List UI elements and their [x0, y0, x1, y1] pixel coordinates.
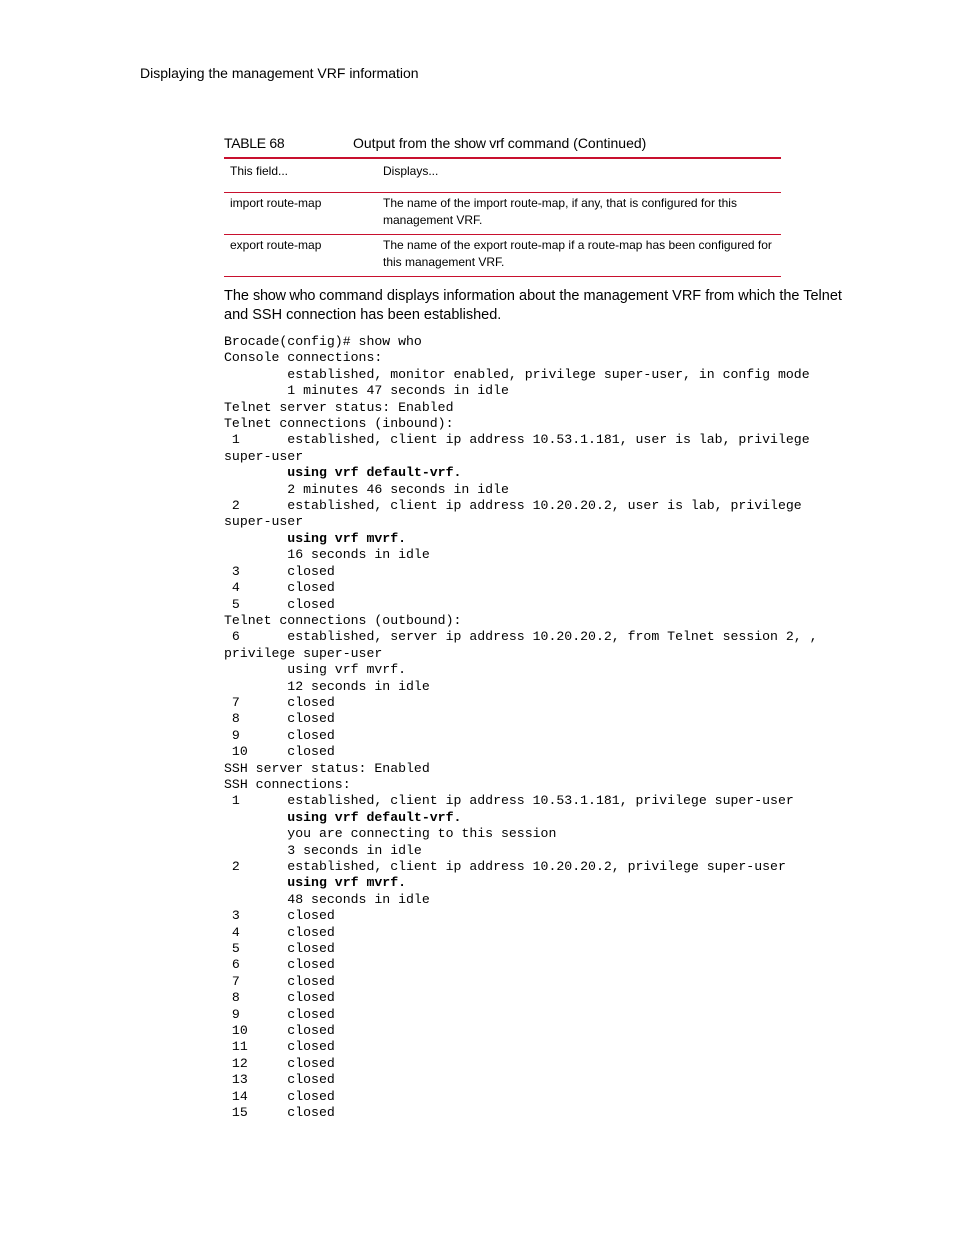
cli-line: 10 closed: [224, 744, 335, 760]
cli-line: using vrf mvrf.: [224, 530, 407, 546]
table-title: [353, 135, 646, 151]
cli-line: 5 closed: [224, 941, 335, 957]
table-row: [224, 193, 781, 235]
cli-line: using vrf mvrf.: [224, 662, 407, 678]
cli-line: 12 closed: [224, 1055, 335, 1071]
column-header-displays: Displays...: [383, 164, 439, 178]
cli-line: 15 closed: [224, 1105, 335, 1121]
cli-line: Telnet server status: Enabled: [224, 399, 454, 415]
cli-line: 4 closed: [224, 580, 335, 596]
cli-line: 10 closed: [224, 1023, 335, 1039]
running-head: Displaying the management VRF information: [140, 65, 419, 81]
column-header-field: This field...: [230, 164, 289, 178]
cli-line: 3 closed: [224, 563, 335, 579]
field-description: The name of the export route-map if a route-map has been configured for this management VRF.: [383, 238, 772, 269]
cli-line: 9 closed: [224, 1006, 335, 1022]
cli-line: 14 closed: [224, 1088, 335, 1104]
cli-line: Telnet connections (inbound):: [224, 416, 454, 432]
intro-paragraph: [224, 287, 864, 325]
table-number: TABLE 68: [224, 135, 285, 151]
cli-line: super-user: [224, 514, 304, 530]
cli-line: 8 closed: [224, 990, 335, 1006]
field-description: The name of the import route-map, if any, that is configured for this management VRF.: [383, 196, 737, 227]
cli-line: 2 established, client ip address 10.20.20.2, privilege super-user: [224, 859, 786, 874]
cli-line: 6 established, server ip address 10.20.20.2, from Telnet session 2, ,: [224, 629, 818, 645]
cli-line: super-user: [224, 448, 304, 464]
table-title-suffix: command (Continued): [503, 135, 647, 151]
intro-prefix: The: [224, 288, 254, 304]
cli-line: 1 established, client ip address 10.53.1.181, user is lab, privilege: [224, 432, 810, 448]
table-header-row: [224, 158, 781, 193]
cli-line: Console connections:: [224, 350, 383, 366]
table-title-command: show vrf: [454, 135, 504, 151]
cli-line: 1 established, client ip address 10.53.1.181, privilege super-user: [224, 793, 794, 809]
cli-line: 13 closed: [224, 1072, 335, 1088]
cli-line: 16 seconds in idle: [224, 547, 430, 563]
cli-line: using vrf mvrf.: [224, 875, 407, 891]
cli-line: 48 seconds in idle: [224, 891, 430, 907]
cli-line: using vrf default-vrf.: [224, 465, 462, 481]
cli-line: you are connecting to this session: [224, 826, 557, 842]
cli-line: 6 closed: [224, 957, 335, 973]
table-row: [224, 235, 781, 277]
cli-line: using vrf default-vrf.: [224, 809, 462, 825]
field-name: import route-map: [230, 196, 322, 210]
cli-line: 4 closed: [224, 924, 335, 940]
cli-line: 2 established, client ip address 10.20.20.2, user is lab, privilege: [224, 498, 802, 514]
cli-line: Telnet connections (outbound):: [224, 612, 462, 628]
fields-table: [224, 157, 781, 277]
cli-line: privilege super-user: [224, 645, 383, 661]
intro-suffix: command displays information about the management VRF from which the Telnet and SSH connection has been established.: [224, 288, 842, 323]
cli-line: established, monitor enabled, privilege super-user, in config mode: [224, 366, 810, 382]
cli-line: 8 closed: [224, 711, 335, 727]
cli-line: 3 seconds in idle: [224, 842, 422, 858]
cli-line: 3 closed: [224, 908, 335, 924]
field-name: export route-map: [230, 238, 322, 252]
table-caption: [224, 135, 781, 157]
table-title-prefix: Output from the: [353, 135, 455, 151]
cli-line: 5 closed: [224, 596, 335, 612]
cli-line: 7 closed: [224, 694, 335, 710]
cli-line: 11 closed: [224, 1039, 335, 1055]
cli-line: 7 closed: [224, 973, 335, 989]
cli-line: SSH connections:: [224, 776, 351, 792]
cli-line: 12 seconds in idle: [224, 678, 430, 694]
intro-command: show who: [253, 288, 316, 304]
cli-line: 1 minutes 47 seconds in idle: [224, 383, 509, 399]
cli-line: Brocade(config)# show who: [224, 334, 422, 349]
cli-line: 2 minutes 46 seconds in idle: [224, 481, 509, 497]
cli-line: 9 closed: [224, 727, 335, 743]
cli-line: SSH server status: Enabled: [224, 760, 430, 776]
cli-output: [224, 334, 818, 1122]
